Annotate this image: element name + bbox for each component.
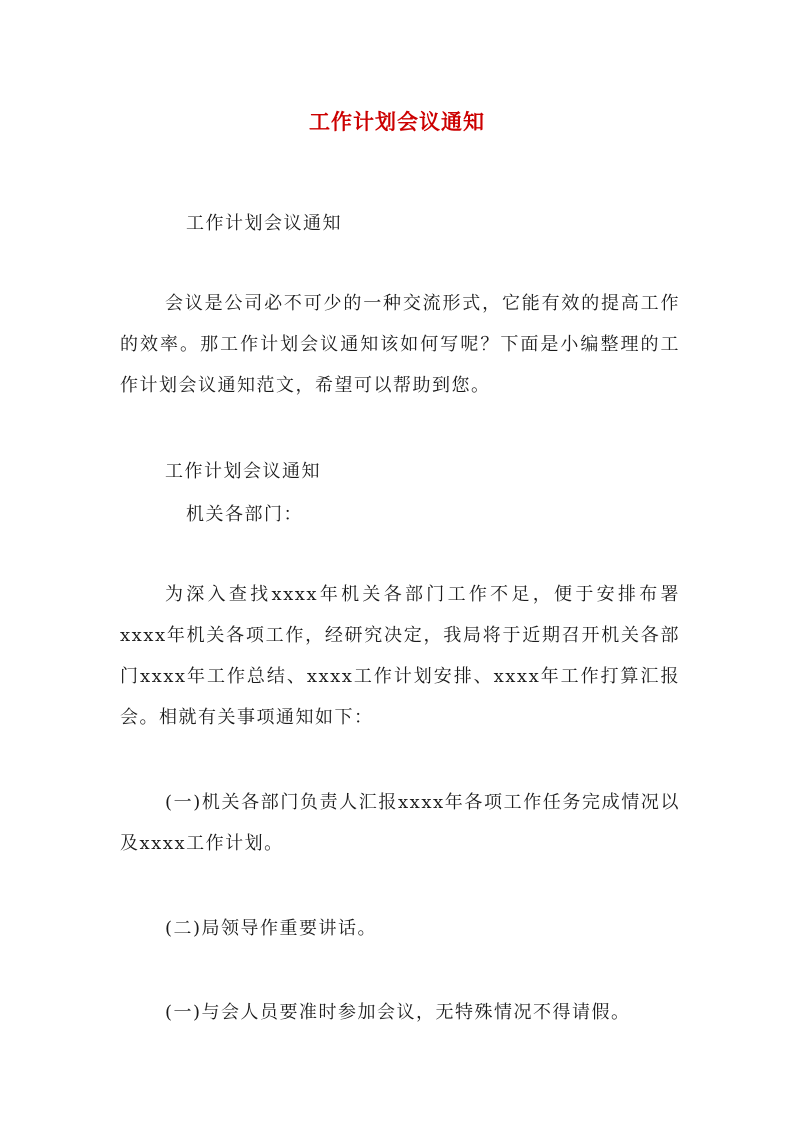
intro-paragraph: 会议是公司必不可少的一种交流形式，它能有效的提高工作的效率。那工作计划会议通知该如何写呢？下面是小编整理的工作计划会议通知范文，希望可以帮助到您。 <box>120 293 680 396</box>
document-title: 工作计划会议通知 <box>309 109 485 134</box>
list-item-2: (二)局领导作重要讲话。 <box>165 918 378 939</box>
body-paragraph: 为深入查找xxxx年机关各部门工作不足，便于安排布署xxxx年机关各项工作，经研究决定，我局将于近期召开机关各部门xxxx年工作总结、xxxx工作计划安排、xxxx年工作打算汇报会。相就有关事项通知如下： <box>120 584 680 728</box>
document-subtitle: 工作计划会议通知 <box>186 213 342 234</box>
salutation: 机关各部门： <box>186 504 303 525</box>
list-item-1: (一)机关各部门负责人汇报xxxx年各项工作任务完成情况以及xxxx工作计划。 <box>120 792 680 854</box>
list-item-3: (一)与会人员要准时参加会议，无特殊情况不得请假。 <box>165 1002 631 1023</box>
notice-heading: 工作计划会议通知 <box>165 461 321 482</box>
